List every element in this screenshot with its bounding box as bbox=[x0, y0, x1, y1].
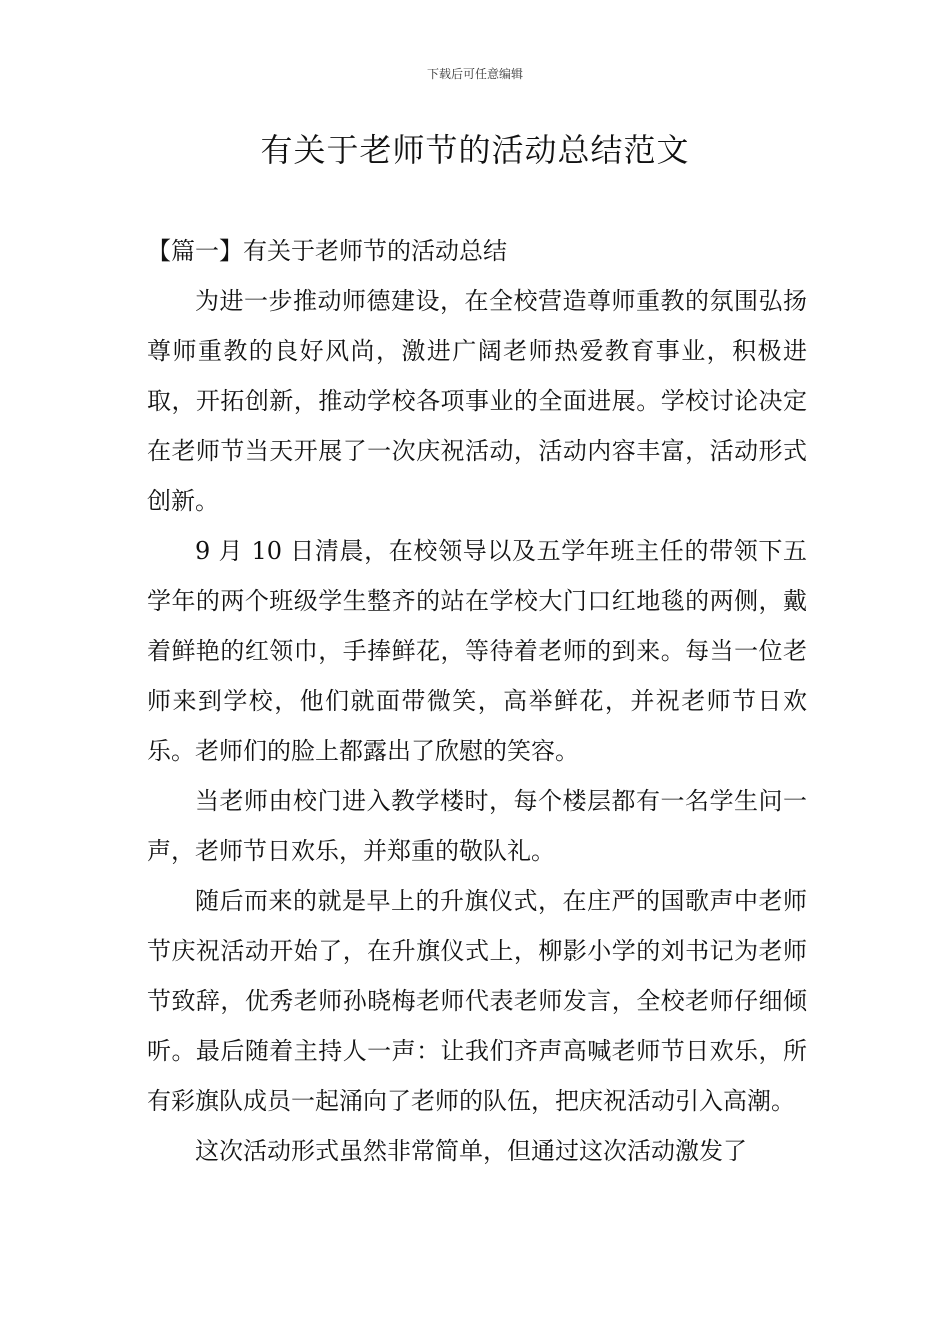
paragraph: 为进一步推动师德建设，在全校营造尊师重教的氛围弘扬尊师重教的良好风尚，激进广阔老师热爱教育事业，积极进取，开拓创新，推动学校各项事业的全面进展。学校讨论决定在老师节当天开展了一次庆祝活动，活动内容丰富，活动形式创新。 bbox=[147, 287, 807, 515]
document-body bbox=[147, 226, 807, 1176]
header-note: 下载后可任意编辑 bbox=[426, 67, 523, 81]
paragraph: 这次活动形式虽然非常简单，但通过这次活动激发了 bbox=[195, 1137, 747, 1165]
paragraph: 当老师由校门进入教学楼时，每个楼层都有一名学生问一声，老师节日欢乐，并郑重的敬队礼。 bbox=[147, 787, 807, 865]
paragraph: 9 月 10 日清晨，在校领导以及五学年班主任的带领下五学年的两个班级学生整齐的站在学校大门口红地毯的两侧，戴着鲜艳的红领巾，手捧鲜花，等待着老师的到来。每当一位老师来到学校，他们就面带微笑，高举鲜花，并祝老师节日欢乐。老师们的脸上都露出了欣慰的笑容。 bbox=[147, 537, 807, 765]
paragraph: 随后而来的就是早上的升旗仪式，在庄严的国歌声中老师节庆祝活动开始了，在升旗仪式上，柳影小学的刘书记为老师节致辞，优秀老师孙晓梅老师代表老师发言，全校老师仔细倾听。最后随着主持人一声：让我们齐声高喊老师节日欢乐，所有彩旗队成员一起涌向了老师的队伍，把庆祝活动引入高潮。 bbox=[147, 887, 807, 1115]
document-title: 有关于老师节的活动总结范文 bbox=[260, 131, 690, 169]
section-heading: 【篇一】有关于老师节的活动总结 bbox=[147, 237, 507, 265]
